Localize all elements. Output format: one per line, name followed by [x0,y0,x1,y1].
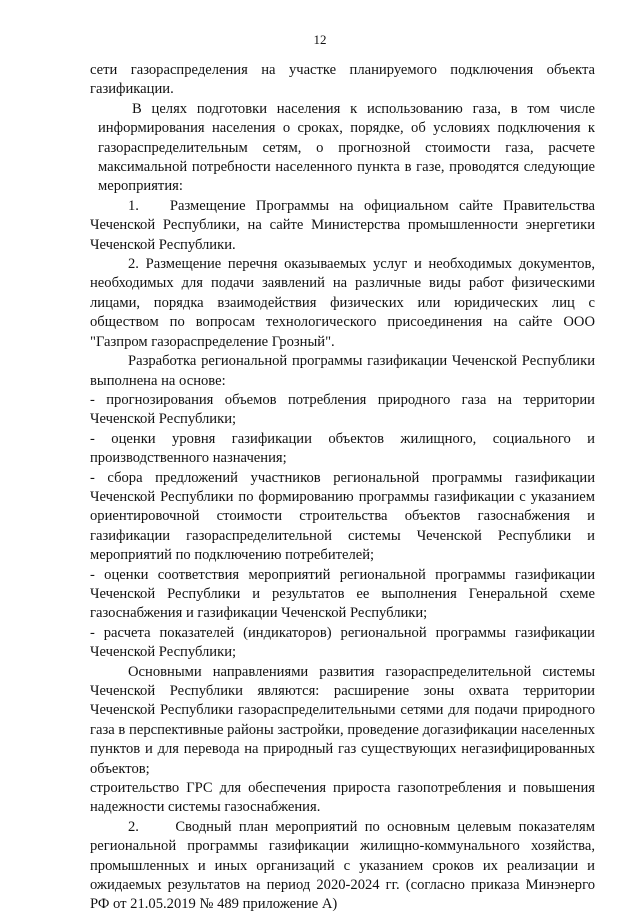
paragraph-basis: Разработка региональной программы газификации Чеченской Республики выполнена на основе: [90,353,595,389]
bullet-indicators: - расчета показателей (индикаторов) региональной программы газификации Чеченской Республики; [90,624,595,661]
paragraph-grs: строительство ГРС для обеспечения прироста газопотребления и повышения надежности системы газоснабжения. [90,780,595,816]
paragraph-plan: 2. Сводный план мероприятий по основным целевым показателям региональной программы газификации жилищно-коммунального хозяйства, промышленных и иных организаций с указанием сроков их реализации и ожидаемых результатов на период 2020-2024 гг. (согласно приказа Минэнерго РФ от 21.05.2019 № 489 приложение А) [90,818,595,913]
bullet-compliance: - оценки соответствия мероприятий региональной программы газификации Чеченской Республики и результатов ее выполнения Генеральной схеме газоснабжения и газификации Чеченской Республики; [90,566,595,622]
paragraph-continuation: сети газораспределения на участке планируемого подключения объекта газификации. [90,62,595,98]
intro-block [98,100,595,197]
list-item-2: 2. Размещение перечня оказываемых услуг и необходимых документов, необходимых для подачи заявлений на различные виды работ физическими лицами, порядка взаимодействия физических или юридических лиц с обществом по вопросам технологического присоединения на сайте ООО "Газпром газораспределение Грозный". [90,256,595,350]
list-item-1: 1. Размещение Программы на официальном сайте Правительства Чеченской Республики, на сайте Министерства промышленности энергетики Чеченской Республики. [90,197,595,253]
page-number: 12 [313,32,327,47]
document-body [90,61,595,915]
bullet-forecast: - прогнозирования объемов потребления природного газа на территории Чеченской Республики; [90,391,595,428]
paragraph-directions: Основными направлениями развития газораспределительной системы Чеченской Республики являются: расширение зоны охвата территории Чеченской Республики газораспределительными сетями для подачи природного газа в перспективные районы застройки, проведение догазификации населенных пунктов и для перевода на природный газ существующих негазифицированных объектов; [90,663,595,777]
bullet-proposals: - сбора предложений участников региональной программы газификации Чеченской Республики по формированию программы газификации с указанием ориентировочной стоимости строительства объектов газоснабжения и газификации газораспределительной системы Чеченской Республики и мероприятий по подключению потребителей; [90,469,595,564]
paragraph-intro: В целях подготовки населения к использованию газа, в том числе информирования населения о сроках, порядке, об условиях подключения к газораспределительным сетям, о прогнозной стоимости газа, расчете максимальной потребности населенного пункта в газе, проводятся следующие мероприятия: [98,100,595,195]
bullet-assessment: - оценки уровня газификации объектов жилищного, социального и производственного назначения; [90,430,595,467]
